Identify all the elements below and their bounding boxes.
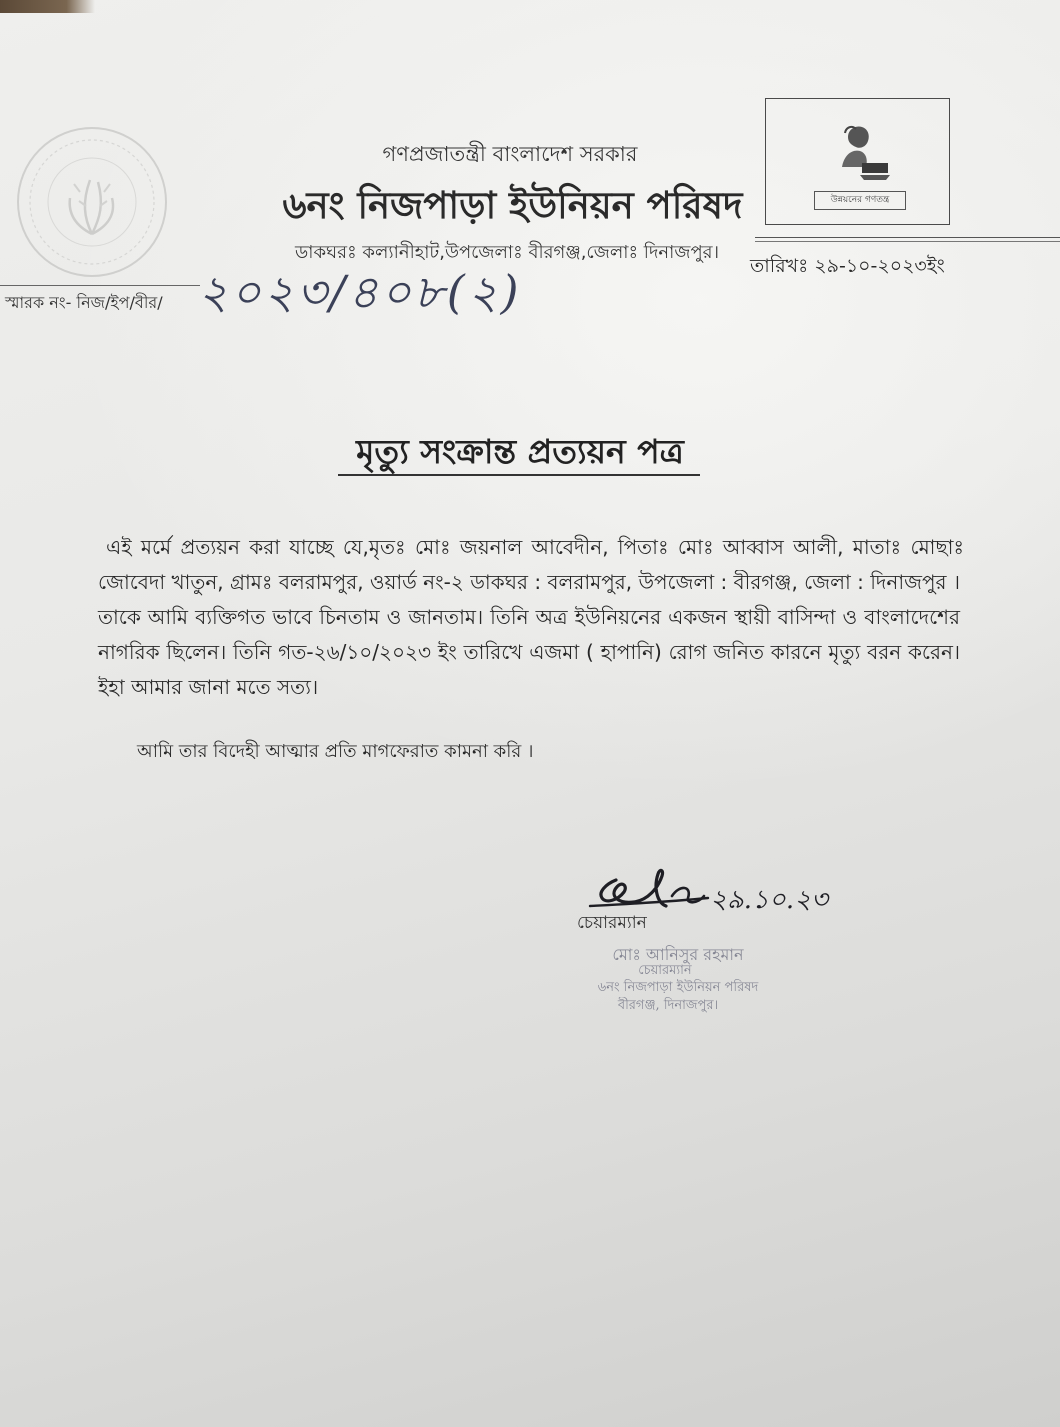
portrait-icon [826, 123, 896, 183]
body-line: ইহা আমার জানা মতে সত্য। [98, 675, 319, 699]
stamp-name: মোঃ আনিসুর রহমান [612, 945, 744, 964]
memo-rule [0, 285, 200, 286]
stamp-council: ৬নং নিজপাড়া ইউনিয়ন পরিষদ [597, 980, 759, 995]
closing-prayer: আমি তার বিদেহী আত্মার প্রতি মাগফেরাত কামনা করি । [137, 741, 534, 762]
body-line: নাগরিক ছিলেন। তিনি গত-২৬/১০/২০২৩ ইং তারিখে এজমা ( হাপানি) রোগ জনিত কারনে মৃত্যু বরন করেন। [98, 640, 961, 664]
signature-date: ২৯.১০.২৩ [710, 885, 828, 915]
memo-label: স্মারক নং- নিজ/ইপ/বীর/ [5, 293, 163, 312]
title-underline [338, 474, 700, 476]
council-name: ৬নং নিজপাড়া ইউনিয়ন পরিষদ [282, 184, 743, 227]
body-line: এই মর্মে প্রত্যয়ন করা যাচ্ছে যে,মৃতঃ মোঃ জয়নাল আবেদীন, পিতাঃ মোঃ আব্বাস আলী, মাতাঃ মোছাঃ [106, 535, 965, 559]
council-address: ডাকঘরঃ কল্যানীহাট,উপজেলাঃ বীরগঞ্জ,জেলাঃ দিনাজপুর। [295, 242, 720, 263]
emblem-slogan: উন্নয়নের গণতন্ত্র [814, 191, 906, 210]
stamp-designation: চেয়ারম্যান [638, 963, 692, 978]
header-rule [755, 237, 1060, 242]
stamp-location: বীরগঞ্জ, দিনাজপুর। [617, 998, 719, 1013]
body-line: তাকে আমি ব্যক্তিগত ভাবে চিনতাম ও জানতাম। তিনি অত্র ইউনিয়নের একজন স্থায়ী বাসিন্দা ও বাংলাদেশের [98, 605, 960, 629]
seal-watermark [12, 122, 172, 282]
memo-number-handwritten: ২০২৩/৪০৮(২) [198, 265, 522, 319]
issue-date: তারিখঃ ২৯-১০-২০২৩ইং [750, 255, 945, 277]
table-edge [0, 0, 95, 13]
document-title: মৃত্যু সংক্রান্ত প্রত্যয়ন পত্র [356, 432, 684, 471]
government-heading: গণপ্রজাতন্ত্রী বাংলাদেশ সরকার [382, 142, 638, 166]
body-line: জোবেদা খাতুন, গ্রামঃ বলরামপুর, ওয়ার্ড নং-২ ডাকঘর : বলরামপুর, উপজেলা : বীরগঞ্জ, জেলা : দিনাজপুর । [98, 570, 960, 594]
emblem-box [765, 98, 950, 225]
chairman-label: চেয়ারম্যান [577, 913, 647, 933]
